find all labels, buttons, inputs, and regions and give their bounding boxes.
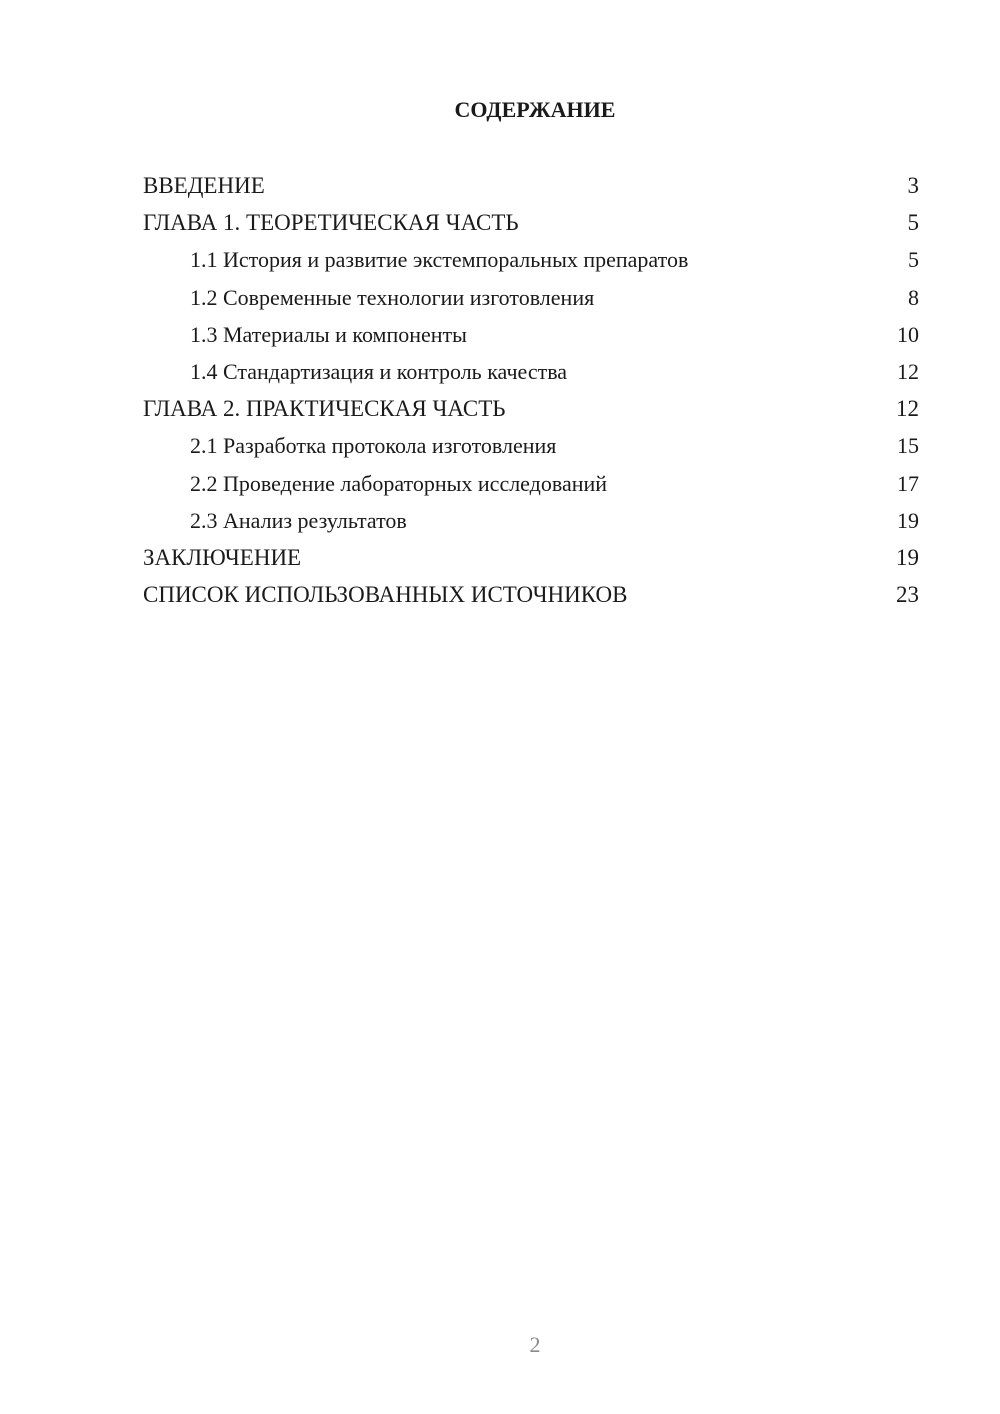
- toc-entry-page: 23: [896, 582, 919, 608]
- toc-entry-label: 2.3 Анализ результатов: [190, 507, 407, 533]
- toc-entry-page: 17: [897, 470, 919, 496]
- toc-entry-label: 1.1 История и развитие экстемпоральных препаратов: [190, 247, 689, 273]
- toc-entry-section-2-3: [143, 502, 919, 539]
- toc-entry-label: 1.3 Материалы и компоненты: [190, 321, 467, 347]
- toc-entry-section-2-1: [143, 427, 919, 464]
- toc-entry-label: ЗАКЛЮЧЕНИЕ: [143, 544, 302, 570]
- toc-entry-label: 1.4 Стандартизация и контроль качества: [190, 358, 568, 384]
- toc-entry-section-1-1: [143, 241, 919, 278]
- toc-entry-page: 19: [896, 544, 919, 570]
- toc-entry-label: 1.2 Современные технологии изготовления: [190, 284, 595, 310]
- toc-entry-page: 12: [897, 358, 919, 384]
- toc-entry-page: 15: [897, 433, 919, 459]
- toc-entry-section-1-3: [143, 316, 919, 353]
- toc-entry-introduction: [143, 167, 919, 204]
- toc-entry-label: ГЛАВА 2. ПРАКТИЧЕСКАЯ ЧАСТЬ: [143, 396, 506, 422]
- toc-entry-chapter-1: [143, 204, 919, 241]
- toc-entry-section-1-2: [143, 279, 919, 316]
- table-of-contents: [143, 167, 919, 613]
- toc-entry-page: 10: [897, 321, 919, 347]
- toc-entry-section-1-4: [143, 353, 919, 390]
- toc-entry-label: 2.2 Проведение лабораторных исследований: [190, 470, 608, 496]
- toc-entry-label: 2.1 Разработка протокола изготовления: [190, 433, 557, 459]
- toc-entry-page: 12: [896, 396, 919, 422]
- toc-entry-label: СПИСОК ИСПОЛЬЗОВАННЫХ ИСТОЧНИКОВ: [143, 582, 628, 608]
- page-number: 2: [529, 1332, 541, 1357]
- toc-entry-page: 5: [908, 247, 919, 273]
- toc-entry-chapter-2: [143, 390, 919, 427]
- toc-entry-page: 8: [908, 284, 919, 310]
- toc-entry-label: ГЛАВА 1. ТЕОРЕТИЧЕСКАЯ ЧАСТЬ: [143, 210, 519, 236]
- toc-entry-page: 3: [907, 173, 919, 198]
- toc-entry-conclusion: [143, 539, 919, 576]
- toc-entry-section-2-2: [143, 465, 919, 502]
- page-title: СОДЕРЖАНИЕ: [454, 97, 616, 122]
- toc-entry-references: [143, 576, 919, 613]
- toc-entry-label: ВВЕДЕНИЕ: [143, 173, 265, 198]
- toc-entry-page: 5: [907, 210, 919, 236]
- toc-entry-page: 19: [897, 507, 919, 533]
